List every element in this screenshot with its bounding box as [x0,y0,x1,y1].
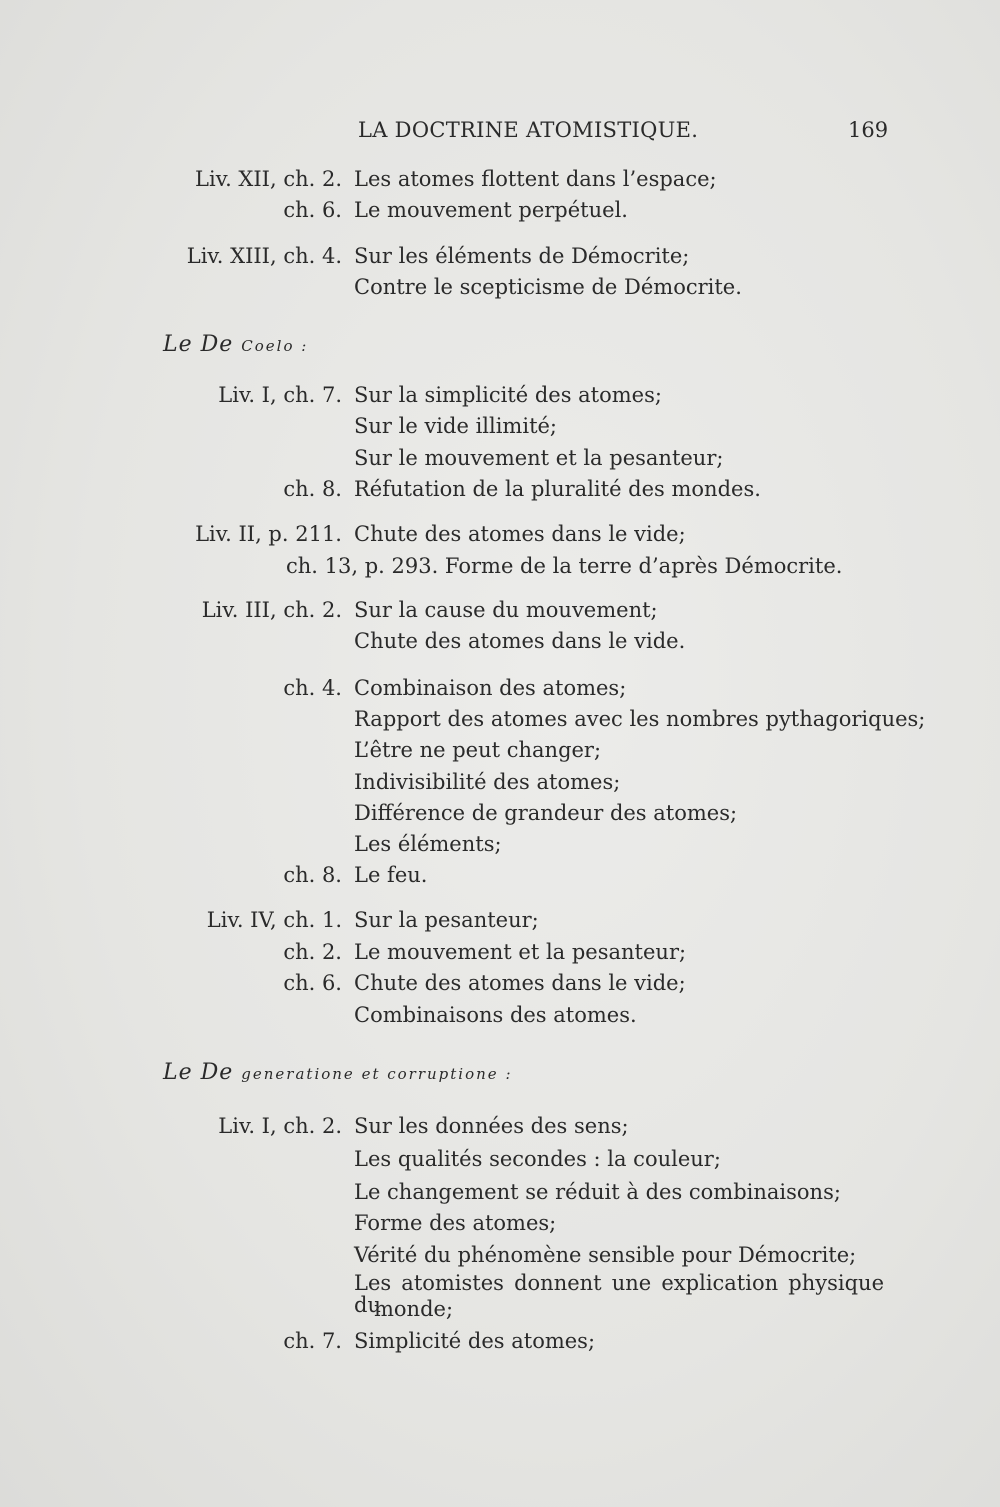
entry [0,410,1000,442]
entry-text: Combinaison des atomes; [354,676,627,700]
entry-text: Sur le mouvement et la pesanteur; [354,446,724,470]
entry [0,1207,1000,1239]
entry-ref: Liv. III, ch. 2. [201,598,342,622]
entry-ref: Liv. XII, ch. 2. [195,167,342,191]
entry [0,379,1000,411]
entry-text-continuation: monde; [374,1297,454,1321]
entry-ref: ch. 8. [283,863,342,887]
entry [0,828,1000,860]
entry-text: Vérité du phénomène sensible pour Démocrite; [354,1243,857,1267]
entry-ref: Liv. II, p. 211. [195,522,342,546]
entry [0,904,1000,936]
entry-ref: Liv. IV, ch. 1. [206,908,342,932]
entry [0,1272,1000,1324]
entry-text: Contre le scepticisme de Démocrite. [354,275,742,299]
entry-ref: ch. 4. [283,676,342,700]
page-header [0,112,1000,148]
entry-text: ch. 13, p. 293. Forme de la terre d’après Démocrite. [286,554,843,578]
section-heading-de-coelo [163,332,308,357]
entry [0,1143,1000,1175]
entry-ref: Liv. I, ch. 7. [218,383,342,407]
entry-text: Chute des atomes dans le vide. [354,629,686,653]
entry-ref: ch. 6. [283,198,342,222]
entry-text: Sur la pesanteur; [354,908,539,932]
entry-ref: ch. 2. [283,940,342,964]
entry-text: Les éléments; [354,832,502,856]
entry [0,999,1000,1031]
entry [0,936,1000,968]
entry-text: Réfutation de la pluralité des mondes. [354,477,761,501]
entry-text: Forme des atomes; [354,1211,557,1235]
section-prefix: Le De [163,1060,242,1085]
entry-text: Sur la cause du mouvement; [354,598,658,622]
entry [0,550,1000,582]
entry-text: Sur les données des sens; [354,1114,629,1138]
entry [0,1239,1000,1271]
section-small-caps: generatione et corruptione : [241,1065,513,1083]
entry-text: Différence de grandeur des atomes; [354,801,738,825]
entry-text: Sur le vide illimité; [354,414,558,438]
entry [0,672,1000,704]
entry [0,271,1000,303]
page-number: 169 [848,118,889,142]
entry-text: Les qualités secondes : la couleur; [354,1147,721,1171]
running-title: LA DOCTRINE ATOMISTIQUE. [358,118,699,142]
entry-text: Les atomistes donnent une explication physique du [354,1271,884,1317]
entry-text: Indivisibilité des atomes; [354,770,621,794]
entry-text: Rapport des atomes avec les nombres pythagoriques; [354,707,926,731]
entry-text: Chute des atomes dans le vide; [354,522,686,546]
entry-text: Chute des atomes dans le vide; [354,971,686,995]
entry-text: Sur la simplicité des atomes; [354,383,662,407]
section-small-caps: Coelo : [241,337,309,355]
entry-text: L’être ne peut changer; [354,738,602,762]
entry-ref: ch. 6. [283,971,342,995]
entry [0,967,1000,999]
entry-text: Les atomes flottent dans l’espace; [354,167,717,191]
entry [0,1110,1000,1142]
entry-ref: ch. 7. [283,1329,342,1353]
entry-text: Le feu. [354,863,428,887]
entry [0,473,1000,505]
entry [0,797,1000,829]
section-prefix: Le De [163,332,242,357]
section-heading-de-generatione [163,1060,513,1085]
entry [0,163,1000,195]
entry-text: Combinaisons des atomes. [354,1003,637,1027]
entry [0,594,1000,626]
entry [0,442,1000,474]
entry-text: Sur les éléments de Démocrite; [354,244,690,268]
entry-ref: Liv. I, ch. 2. [218,1114,342,1138]
entry [0,859,1000,891]
entry [0,625,1000,657]
entry [0,194,1000,226]
entry [0,734,1000,766]
entry-text: Le changement se réduit à des combinaisons; [354,1180,841,1204]
entry-text: Simplicité des atomes; [354,1329,596,1353]
entry [0,240,1000,272]
entry [0,703,1000,735]
entry-text: Le mouvement perpétuel. [354,198,628,222]
entry-text: Le mouvement et la pesanteur; [354,940,687,964]
entry-ref: Liv. XIII, ch. 4. [186,244,342,268]
entry [0,766,1000,798]
entry [0,1325,1000,1357]
entry [0,1176,1000,1208]
entry [0,518,1000,550]
entry-ref: ch. 8. [283,477,342,501]
